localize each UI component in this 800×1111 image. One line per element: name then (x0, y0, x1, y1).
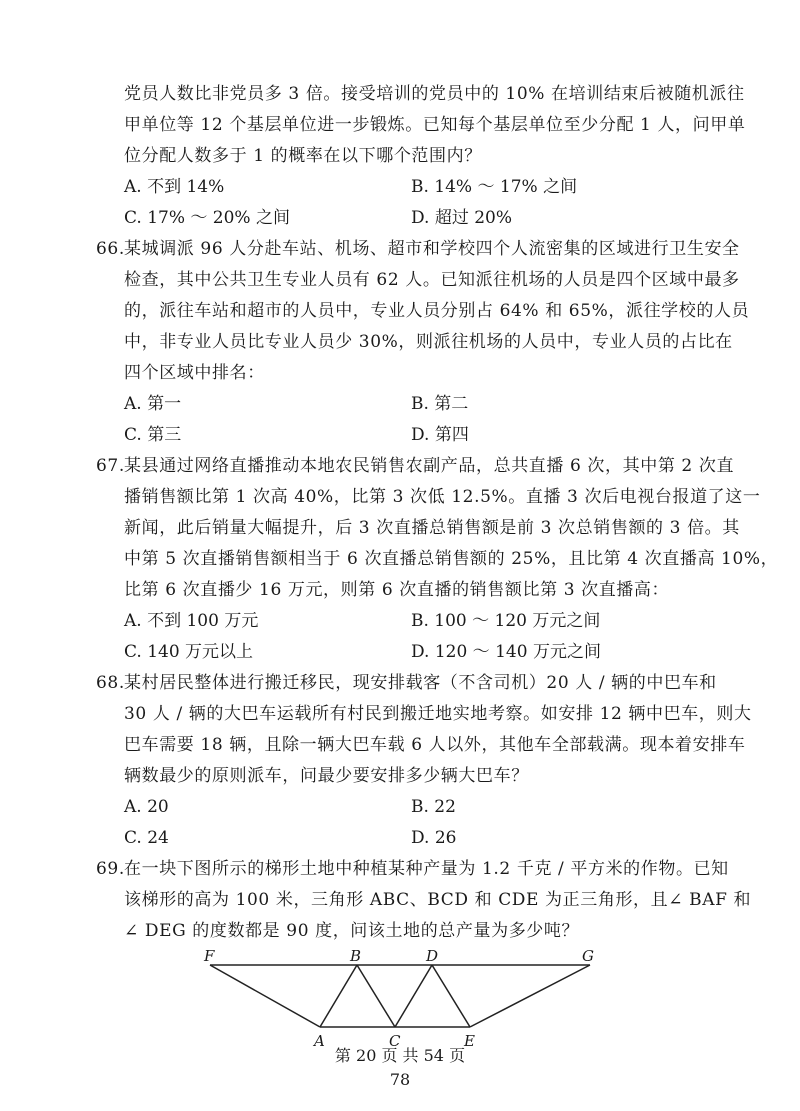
q68-number: 68. (96, 673, 125, 693)
q67-line-3: 新闻，此后销量大幅提升，后 3 次直播总销售额是前 3 次总销售额的 3 倍。其 (124, 518, 740, 538)
label-a: A (314, 1032, 325, 1050)
edge-cd (395, 965, 432, 1027)
q65-line-2: 甲单位等 12 个基层单位进一步锻炼。已知每个基层单位至少分配 1 人，问甲单 (124, 115, 746, 135)
q67-option-c: C. 140 万元以上 (124, 642, 254, 662)
q66-text-1: 某城调派 96 人分赴车站、机场、超市和学校四个人流密集的区域进行卫生安全 (124, 239, 740, 259)
label-d: D (426, 950, 439, 965)
q68-option-a: A. 20 (124, 797, 169, 817)
q66-option-c: C. 第三 (124, 425, 182, 445)
q67-option-a: A. 不到 100 万元 (124, 611, 259, 631)
q68-line-1 (96, 672, 717, 694)
label-c: C (389, 1032, 401, 1050)
q67-line-2: 播销售额比第 1 次高 40%，比第 3 次低 12.5%。直播 3 次后电视台报道了这一 (124, 487, 761, 507)
q65-option-c: C. 17% ～ 20% 之间 (124, 208, 290, 228)
q68-option-b: B. 22 (411, 797, 456, 817)
label-f: F (204, 950, 215, 965)
q68-option-c: C. 24 (124, 828, 169, 848)
q66-option-d: D. 第四 (411, 425, 469, 445)
q68-option-d: D. 26 (411, 828, 457, 848)
edge-bc (357, 965, 395, 1027)
q69-line-1 (96, 858, 729, 880)
q65-option-d: D. 超过 20% (411, 208, 513, 228)
q66-line-1 (96, 238, 740, 260)
q69-text-1: 在一块下图所示的梯形土地中种植某种产量为 1.2 千克 / 平方米的作物。已知 (124, 859, 729, 879)
page-info: 第 20 页 共 54 页 (334, 1046, 466, 1065)
q65-option-b: B. 14% ～ 17% 之间 (411, 177, 578, 197)
label-e: E (464, 1032, 475, 1050)
q66-line-4: 中，非专业人员比专业人员少 30%，则派往机场的人员中，专业人员的占比在 (124, 332, 733, 352)
q69-number: 69. (96, 859, 125, 879)
q65-option-a: A. 不到 14% (124, 177, 225, 197)
label-b: B (350, 950, 362, 965)
q67-number: 67. (96, 456, 125, 476)
q68-text-1: 某村居民整体进行搬迁移民，现安排载客（不含司机）20 人 / 辆的中巴车和 (124, 673, 717, 693)
edge-ab (320, 965, 357, 1027)
edge-fa (210, 965, 320, 1027)
q67-line-5: 比第 6 次直播少 16 万元，则第 6 次直播的销售额比第 3 次直播高： (124, 580, 670, 600)
q65-line-3: 位分配人数多于 1 的概率在以下哪个范围内？ (124, 146, 482, 166)
q68-line-3: 巴车需要 18 辆，且除一辆大巴车载 6 人以外，其他车全部载满。现本着安排车 (124, 735, 746, 755)
q66-number: 66. (96, 239, 125, 259)
q66-option-a: A. 第一 (124, 394, 182, 414)
page-number: 78 (389, 1070, 411, 1089)
q67-line-4: 中第 5 次直播销售额相当于 6 次直播总销售额的 25%，且比第 4 次直播高 10%， (124, 549, 779, 569)
edge-de (432, 965, 470, 1027)
q66-line-2: 检查，其中公共卫生专业人员有 62 人。已知派往机场的人员是四个区域中最多 (124, 270, 740, 290)
label-g: G (582, 950, 594, 965)
q68-line-4: 辆数最少的原则派车，问最少要安排多少辆大巴车？ (124, 766, 529, 786)
q65-line-1: 党员人数比非党员多 3 倍。接受培训的党员中的 10% 在培训结束后被随机派往 (124, 84, 745, 104)
q69-line-2: 该梯形的高为 100 米，三角形 ABC、BCD 和 CDE 为正三角形，且∠ BAF 和 (124, 890, 752, 910)
q66-line-5: 四个区域中排名： (124, 363, 265, 383)
q68-line-2: 30 人 / 辆的大巴车运载所有村民到搬迁地实地考察。如安排 12 辆中巴车，则大 (124, 704, 752, 724)
q69-line-3: ∠ DEG 的度数都是 90 度，问该土地的总产量为多少吨？ (124, 921, 580, 941)
edge-eg (470, 965, 590, 1027)
trapezoid-figure (190, 950, 610, 1060)
q66-line-3: 的，派往车站和超市的人员中，专业人员分别占 64% 和 65%，派往学校的人员 (124, 301, 750, 321)
q67-text-1: 某县通过网络直播推动本地农民销售农副产品，总共直播 6 次，其中第 2 次直 (124, 456, 735, 476)
q66-option-b: B. 第二 (411, 394, 469, 414)
q67-option-d: D. 120 ～ 140 万元之间 (411, 642, 601, 662)
q67-option-b: B. 100 ～ 120 万元之间 (411, 611, 601, 631)
q67-line-1 (96, 455, 735, 477)
